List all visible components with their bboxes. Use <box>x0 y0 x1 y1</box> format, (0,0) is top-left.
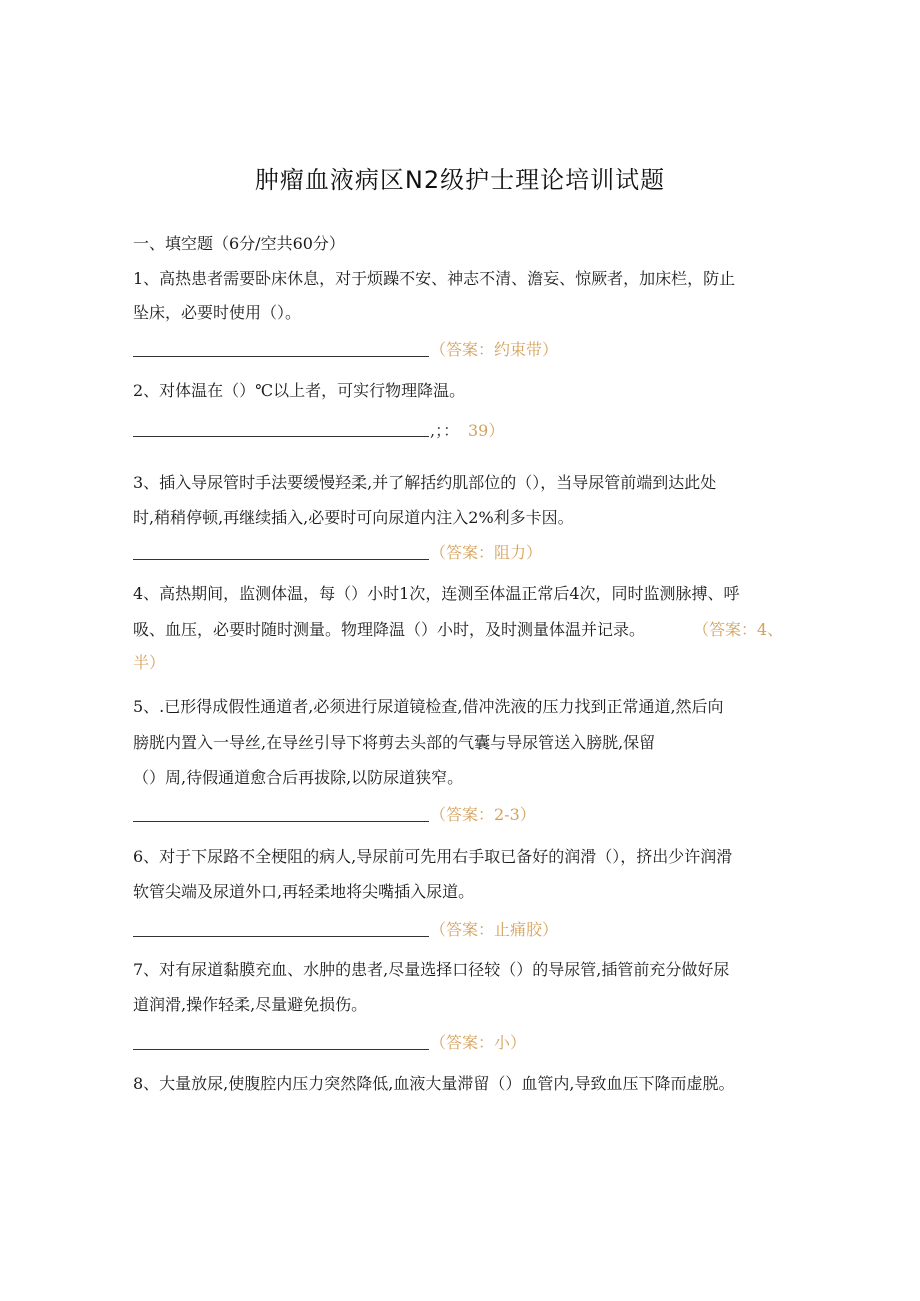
answer-1: （答案：约束带） <box>430 340 559 359</box>
answer-2: 39） <box>468 421 505 440</box>
question-7-line-1: 7、对有尿道黏膜充血、水肿的患者,尽量选择口径较（）的导尿管,插管前充分做好尿 <box>133 960 730 979</box>
answer-blank-5[interactable] <box>133 821 429 822</box>
answer-3: （答案：阻力） <box>430 543 543 562</box>
page-title: 肿瘤血液病区N2级护士理论培训试题 <box>254 166 666 194</box>
question-1-line-1: 1、高热患者需要卧床休息，对于烦躁不安、神志不清、澹妄、惊厥者，加床栏，防止 <box>133 269 736 288</box>
question-8-line-1: 8、大量放尿,使腹腔内压力突然降低,血液大量滞留（）血管内,导致血压下降而虚脱。 <box>133 1074 735 1093</box>
question-5-line-3: （）周,待假通道愈合后再拔除,以防尿道狭窄。 <box>133 768 464 787</box>
answer-4: （答案：4、 <box>693 620 784 639</box>
answer-5: （答案：2-3） <box>430 805 536 824</box>
question-5-line-2: 膀胱内置入一导丝,在导丝引导下将剪去头部的气囊与导尿管送入膀胱,保留 <box>133 733 656 752</box>
question-7-line-2: 道润滑,操作轻柔,尽量避免损伤。 <box>133 995 368 1014</box>
answer-4-cont: 半） <box>133 653 166 672</box>
section-heading: 一、填空题（6分/空共60分） <box>133 234 345 253</box>
question-4-line-1: 4、高热期间，监测体温，每（）小时1次，连测至体温正常后4次，同时监测脉搏、呼 <box>133 584 740 603</box>
question-2-line-1: 2、对体温在（）℃以上者，可实行物理降温。 <box>133 381 466 400</box>
question-3-line-2: 时,稍稍停顿,再继续插入,必要时可向尿道内注入2%利多卡因。 <box>133 508 574 527</box>
answer-7: （答案：小） <box>430 1033 527 1052</box>
question-5-line-1: 5、.已形得成假性通道者,必须进行尿道镜检查,借冲洗液的压力找到正常通道,然后向 <box>133 697 724 716</box>
question-6-line-1: 6、对于下尿路不全梗阻的病人,导尿前可先用右手取已备好的润滑（），挤出少许润滑 <box>133 847 733 866</box>
answer-2-prefix: ,；： <box>430 421 460 440</box>
answer-blank-2[interactable] <box>133 436 429 437</box>
question-1-line-2: 坠床，必要时使用（）。 <box>133 303 302 322</box>
question-3-line-1: 3、插入导尿管时手法要缓慢羟柔,并了解括约肌部位的（），当导尿管前端到达此处 <box>133 473 717 492</box>
answer-blank-6[interactable] <box>133 936 429 937</box>
question-6-line-2: 软管尖端及尿道外口,再轻柔地将尖嘴插入尿道。 <box>133 882 475 901</box>
question-4-line-2: 吸、血压，必要时随时测量。物理降温（）小时，及时测量体温并记录。 <box>133 620 646 639</box>
answer-blank-7[interactable] <box>133 1049 429 1050</box>
answer-6: （答案：止痛胶） <box>430 920 559 939</box>
answer-blank-1[interactable] <box>133 356 429 357</box>
answer-blank-3[interactable] <box>133 559 429 560</box>
